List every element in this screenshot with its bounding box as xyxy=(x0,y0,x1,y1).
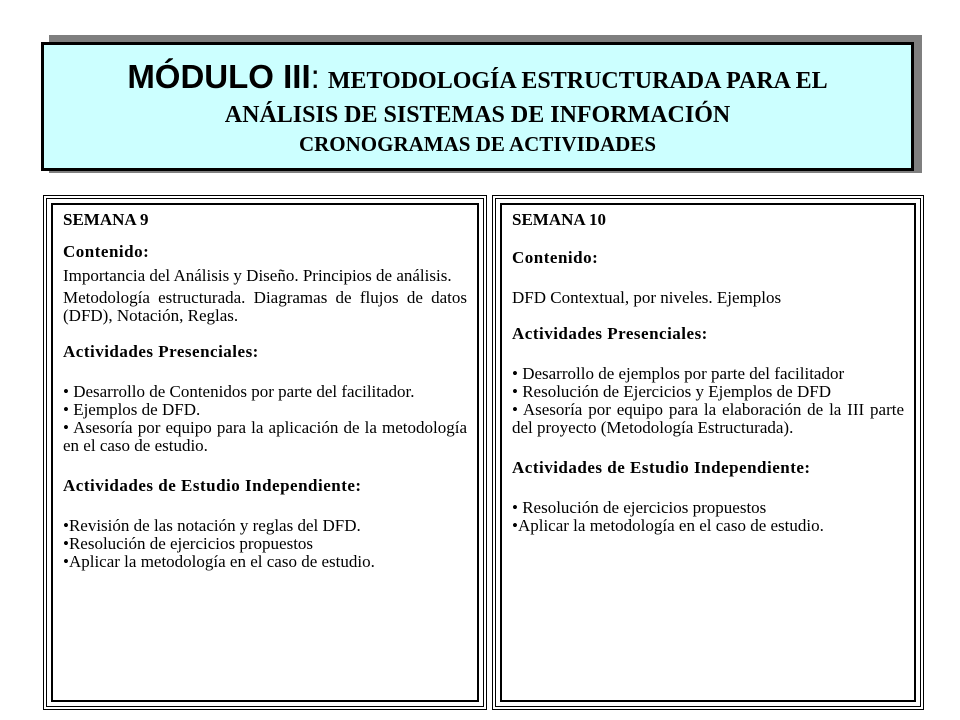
module-label: MÓDULO III xyxy=(127,58,311,95)
presential-heading: Actividades Presenciales: xyxy=(512,324,708,343)
independent-item: •Aplicar la metodología en el caso de estudio. xyxy=(63,552,375,571)
week-title: SEMANA 10 xyxy=(512,210,606,229)
subtitle: CRONOGRAMAS DE ACTIVIDADES xyxy=(298,132,657,156)
content-heading: Contenido: xyxy=(63,242,150,261)
content-item: Importancia del Análisis y Diseño. Principios de análisis. xyxy=(63,266,452,285)
content-item: Metodología estructurada. Diagramas de flujos de datos (DFD), Notación, Reglas. xyxy=(63,288,467,325)
presential-item: • Asesoría por equipo para la aplicación de la metodología en el caso de estudio. xyxy=(63,418,467,455)
presential-item: • Resolución de Ejercicios y Ejemplos de DFD xyxy=(512,382,831,401)
week-title: SEMANA 9 xyxy=(63,210,149,229)
independent-heading: Actividades de Estudio Independiente: xyxy=(63,476,362,495)
presential-item: • Asesoría por equipo para la elaboración de la III parte del proyecto (Metodología Estructurada). xyxy=(512,400,904,437)
presential-item: • Desarrollo de ejemplos por parte del facilitador xyxy=(512,364,845,383)
title-line-2: ANÁLISIS DE SISTEMAS DE INFORMACIÓN xyxy=(224,102,731,128)
title-line-1 xyxy=(44,59,911,102)
independent-heading: Actividades de Estudio Independiente: xyxy=(512,458,811,477)
presential-heading: Actividades Presenciales: xyxy=(63,342,259,361)
title-banner xyxy=(41,42,914,171)
presential-item: • Desarrollo de Contenidos por parte del facilitador. xyxy=(63,382,415,401)
module-colon: : xyxy=(310,58,320,95)
independent-item: •Revisión de las notación y reglas del DFD. xyxy=(63,516,361,535)
content-item: DFD Contextual, por niveles. Ejemplos xyxy=(512,288,782,307)
week-10-panel xyxy=(492,195,924,710)
presential-item: • Ejemplos de DFD. xyxy=(63,400,201,419)
content-heading: Contenido: xyxy=(512,248,599,267)
independent-item: •Resolución de ejercicios propuestos xyxy=(63,534,314,553)
independent-item: • Resolución de ejercicios propuestos xyxy=(512,498,767,517)
title-part-1: METODOLOGÍA ESTRUCTURADA PARA EL xyxy=(327,68,828,94)
independent-item: •Aplicar la metodología en el caso de estudio. xyxy=(512,516,824,535)
week-9-panel xyxy=(43,195,487,710)
